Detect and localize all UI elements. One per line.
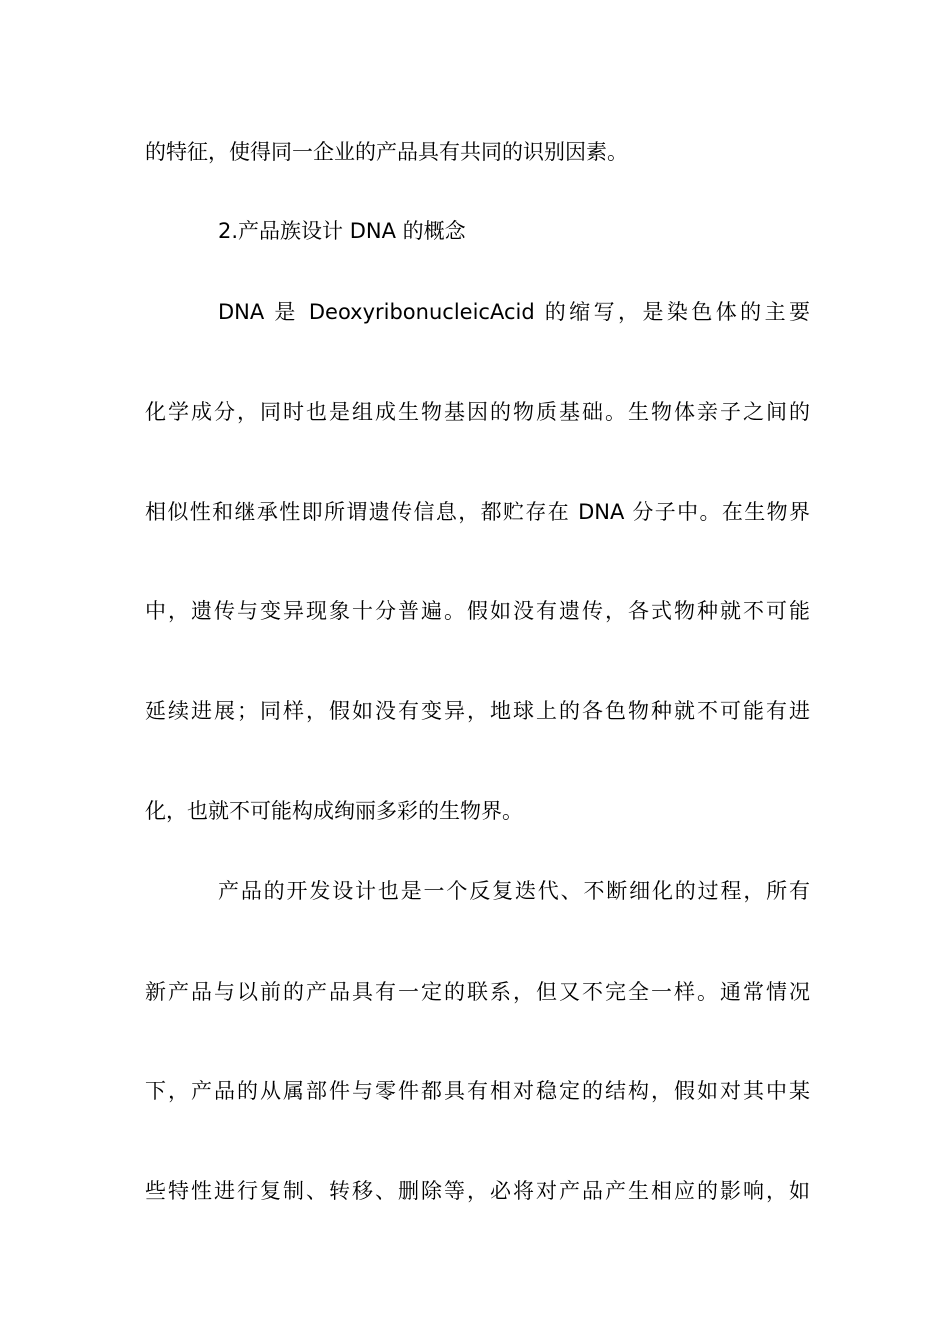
section-heading: 2.产品族设计 DNA 的概念 — [218, 219, 466, 243]
paragraph-line: 化，也就不可能构成绚丽多彩的生物界。 — [145, 799, 523, 823]
paragraph-line: 相似性和继承性即所谓遗传信息，都贮存在 DNA 分子中。在生物界 — [145, 500, 810, 524]
paragraph-line: 产品的开发设计也是一个反复迭代、不断细化的过程，所有 — [218, 879, 810, 903]
paragraph-line: 些特性进行复制、转移、删除等，必将对产品产生相应的影响，如 — [145, 1179, 810, 1203]
paragraph-line: 中，遗传与变异现象十分普遍。假如没有遗传，各式物种就不可能 — [145, 599, 810, 623]
paragraph-line: 延续进展；同样，假如没有变异，地球上的各色物种就不可能有进 — [145, 699, 810, 723]
continuation-line: 的特征，使得同一企业的产品具有共同的识别因素。 — [145, 140, 628, 164]
paragraph-line: 化学成分，同时也是组成生物基因的物质基础。生物体亲子之间的 — [145, 400, 810, 424]
paragraph-line: DNA 是 DeoxyribonucleicAcid 的缩写，是染色体的主要 — [218, 300, 810, 324]
paragraph-line: 新产品与以前的产品具有一定的联系，但又不完全一样。通常情况 — [145, 980, 810, 1004]
paragraph-line: 下，产品的从属部件与零件都具有相对稳定的结构，假如对其中某 — [145, 1079, 810, 1103]
